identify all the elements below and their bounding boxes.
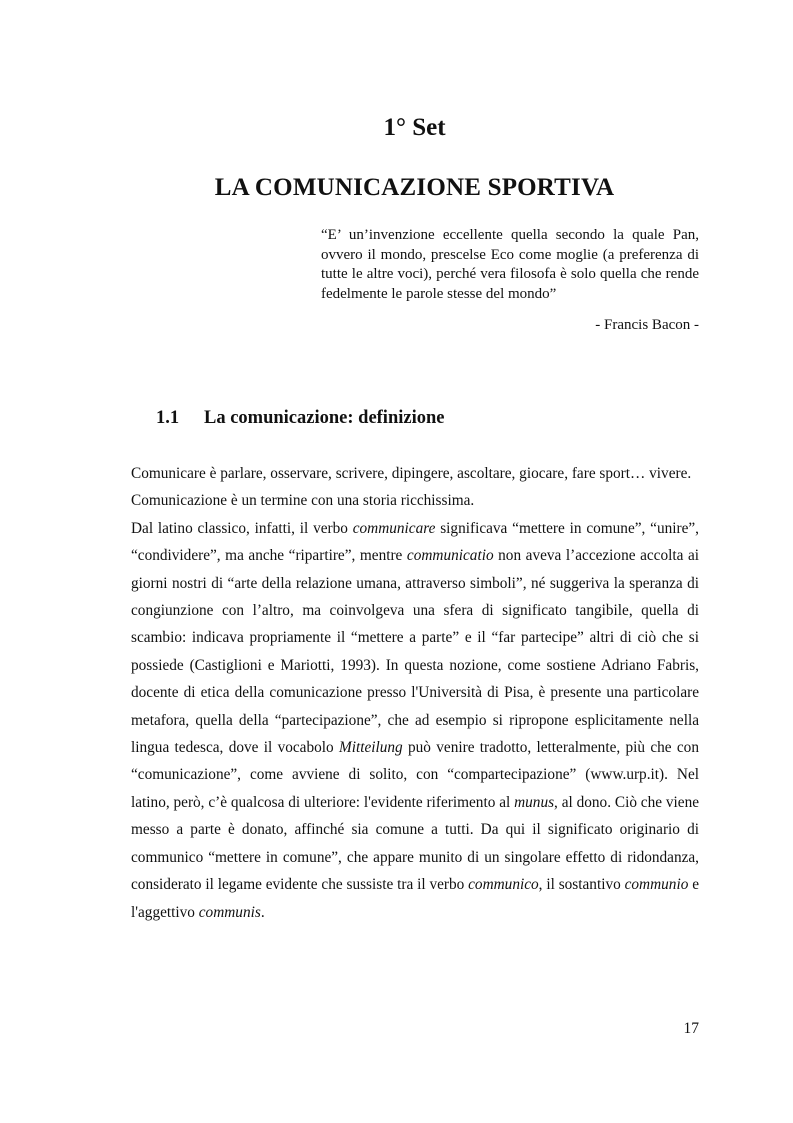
text-run: e l'aggettivo (131, 876, 699, 921)
body-text (131, 460, 699, 926)
text-run: , al dono. Ciò che viene messo a parte è donato, affinché sia comune a tutti. Da qui il significato originario di communico “mettere in comune”, che appare munito di un singolare effetto di ridondanza, considerato il legame evidente che sussiste tra il verbo (131, 793, 700, 894)
text-run: . (260, 903, 265, 921)
chapter-title: LA COMUNICAZIONE SPORTIVA (214, 174, 615, 201)
paragraph-3 (131, 515, 699, 926)
text-run: Dal latino classico, infatti, il verbo (131, 519, 353, 537)
italic-term: communis (198, 903, 261, 921)
section-heading (156, 408, 444, 429)
paragraph-1: Comunicare è parlare, osservare, scrivere, dipingere, ascoltare, giocare, fare sport… vivere. (131, 465, 692, 482)
italic-term: munus (514, 793, 555, 811)
text-run: può venire tradotto, letteralmente, più che con “comunicazione”, come avviene di solito, con “compartecipazione” (www.urp.it). Nel latino, però, c’è qualcosa di ulteriore: l'evidente riferimento al (131, 739, 699, 811)
italic-term: Mitteilung (338, 739, 403, 757)
italic-term: communicatio (406, 547, 494, 565)
italic-term: communicare (352, 519, 436, 537)
epigraph-author: - Francis Bacon - (595, 317, 699, 333)
text-run: significava “mettere in comune”, “unire”, “condividere”, ma anche “ripartire”, mentre (131, 519, 699, 565)
italic-term: communico (468, 876, 539, 894)
section-title: La comunicazione: definizione (204, 408, 445, 428)
italic-term: communio (624, 876, 689, 894)
text-run: , il sostantivo (538, 876, 625, 894)
epigraph-quote: “E’ un’invenzione eccellente quella secondo la quale Pan, ovvero il mondo, prescelse Eco come moglie (a preferenza di tutte le altre voci), perché vera filosofa è solo quella che rende fedelmente le parole stesse del mondo” (321, 227, 699, 302)
page-number: 17 (683, 1020, 699, 1037)
section-number: 1.1 (156, 408, 180, 428)
text-run: non aveva l’accezione accolta ai giorni nostri di “arte della relazione umana, attraverso simboli”, né suggeriva la speranza di congiunzione con l’altro, ma coinvolgeva una sfera di significato tangibile, quella di scambio: indicava propriamente il “mettere a parte” e il “far partecipe” altri di ciò che si possiede (Castiglioni e Mariotti, 1993). In questa nozione, come sostiene Adriano Fabris, docente di etica della comunicazione presso l'Università di Pisa, è presente una particolare metafora, quella della “partecipazione”, che ad esempio si ripropone esplicitamente nella lingua tedesca, dove il vocabolo (131, 547, 699, 757)
part-title: 1° Set (383, 114, 446, 141)
paragraph-2: Comunicazione è un termine con una storia ricchissima. (131, 492, 475, 510)
